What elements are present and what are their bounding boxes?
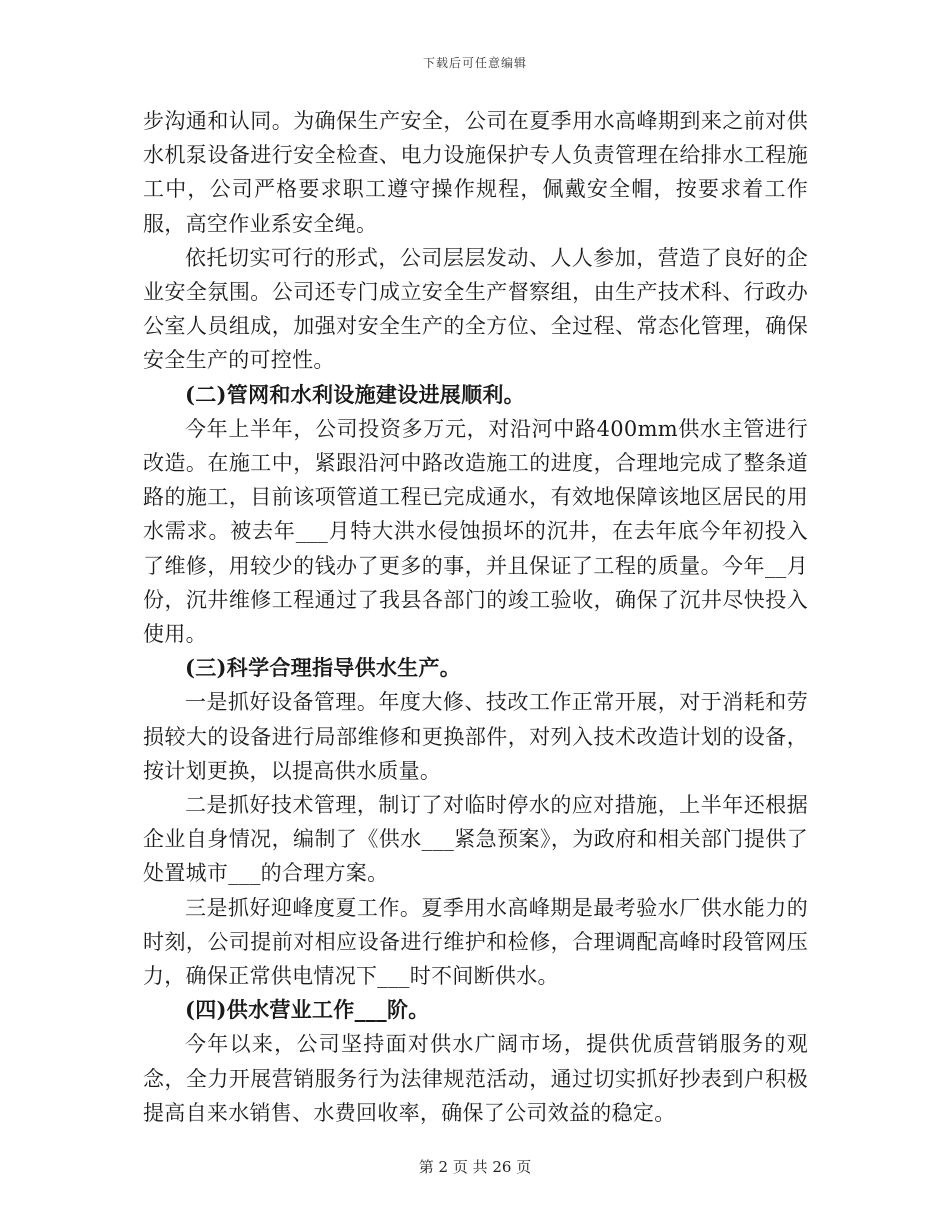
- paragraph-equipment-management: 一是抓好设备管理。年度大修、技改工作正常开展，对于消耗和劳损较大的设备进行局部维修和更换部件，对列入技术改造计划的设备，按计划更换，以提高供水质量。: [143, 690, 808, 783]
- page-header: 下载后可任意编辑: [422, 56, 527, 70]
- section-heading-2: (二)管网和水利设施建设进展顺利。: [185, 381, 525, 407]
- paragraph-business: 今年以来，公司坚持面对供水广阔市场，提供优质营销服务的观念，全力开展营销服务行为法律规范活动，通过切实抓好抄表到户积极提高自来水销售、水费回收率，确保了公司效益的稳定。: [143, 1032, 808, 1125]
- document-body: [143, 104, 808, 1130]
- page-footer: 第 2 页 共 26 页: [418, 1158, 532, 1176]
- section-heading-3: (三)科学合理指导供水生产。: [185, 655, 462, 681]
- paragraph-technical-management: 二是抓好技术管理，制订了对临时停水的应对措施，上半年还根据企业自身情况，编制了《供水___紧急预案》，为政府和相关部门提供了处置城市___的合理方案。: [143, 793, 808, 886]
- section-heading-4: (四)供水营业工作___阶。: [185, 997, 430, 1023]
- paragraph-pipe-network: 今年上半年，公司投资多万元，对沿河中路400mm供水主管进行改造。在施工中，紧跟沿河中路改造施工的进度，合理地完成了整条道路的施工，目前该项管道工程已完成通水，有效地保障该地区居民的用水需求。被去年___月特大洪水侵蚀损坏的沉井，在去年底今年初投入了维修，用较少的钱办了更多的事，并且保证了工程的质量。今年__月份，沉井维修工程通过了我县各部门的竣工验收，确保了沉井尽快投入使用。: [143, 416, 808, 647]
- paragraph-continued: 步沟通和认同。为确保生产安全，公司在夏季用水高峰期到来之前对供水机泵设备进行安全检查、电力设施保护专人负责管理在给排水工程施工中，公司严格要求职工遵守操作规程，佩戴安全帽，按要求着工作服，高空作业系安全绳。: [143, 109, 808, 236]
- paragraph-safety-atmosphere: 依托切实可行的形式，公司层层发动、人人参加，营造了良好的企业安全氛围。公司还专门成立安全生产督察组，由生产技术科、行政办公室人员组成，加强对安全生产的全方位、全过程、常态化管理，确保安全生产的可控性。: [143, 245, 808, 373]
- paragraph-summer-peak: 三是抓好迎峰度夏工作。夏季用水高峰期是最考验水厂供水能力的时刻，公司提前对相应设备进行维护和检修，合理调配高峰时段管网压力，确保正常供电情况下___时不间断供水。: [143, 895, 808, 989]
